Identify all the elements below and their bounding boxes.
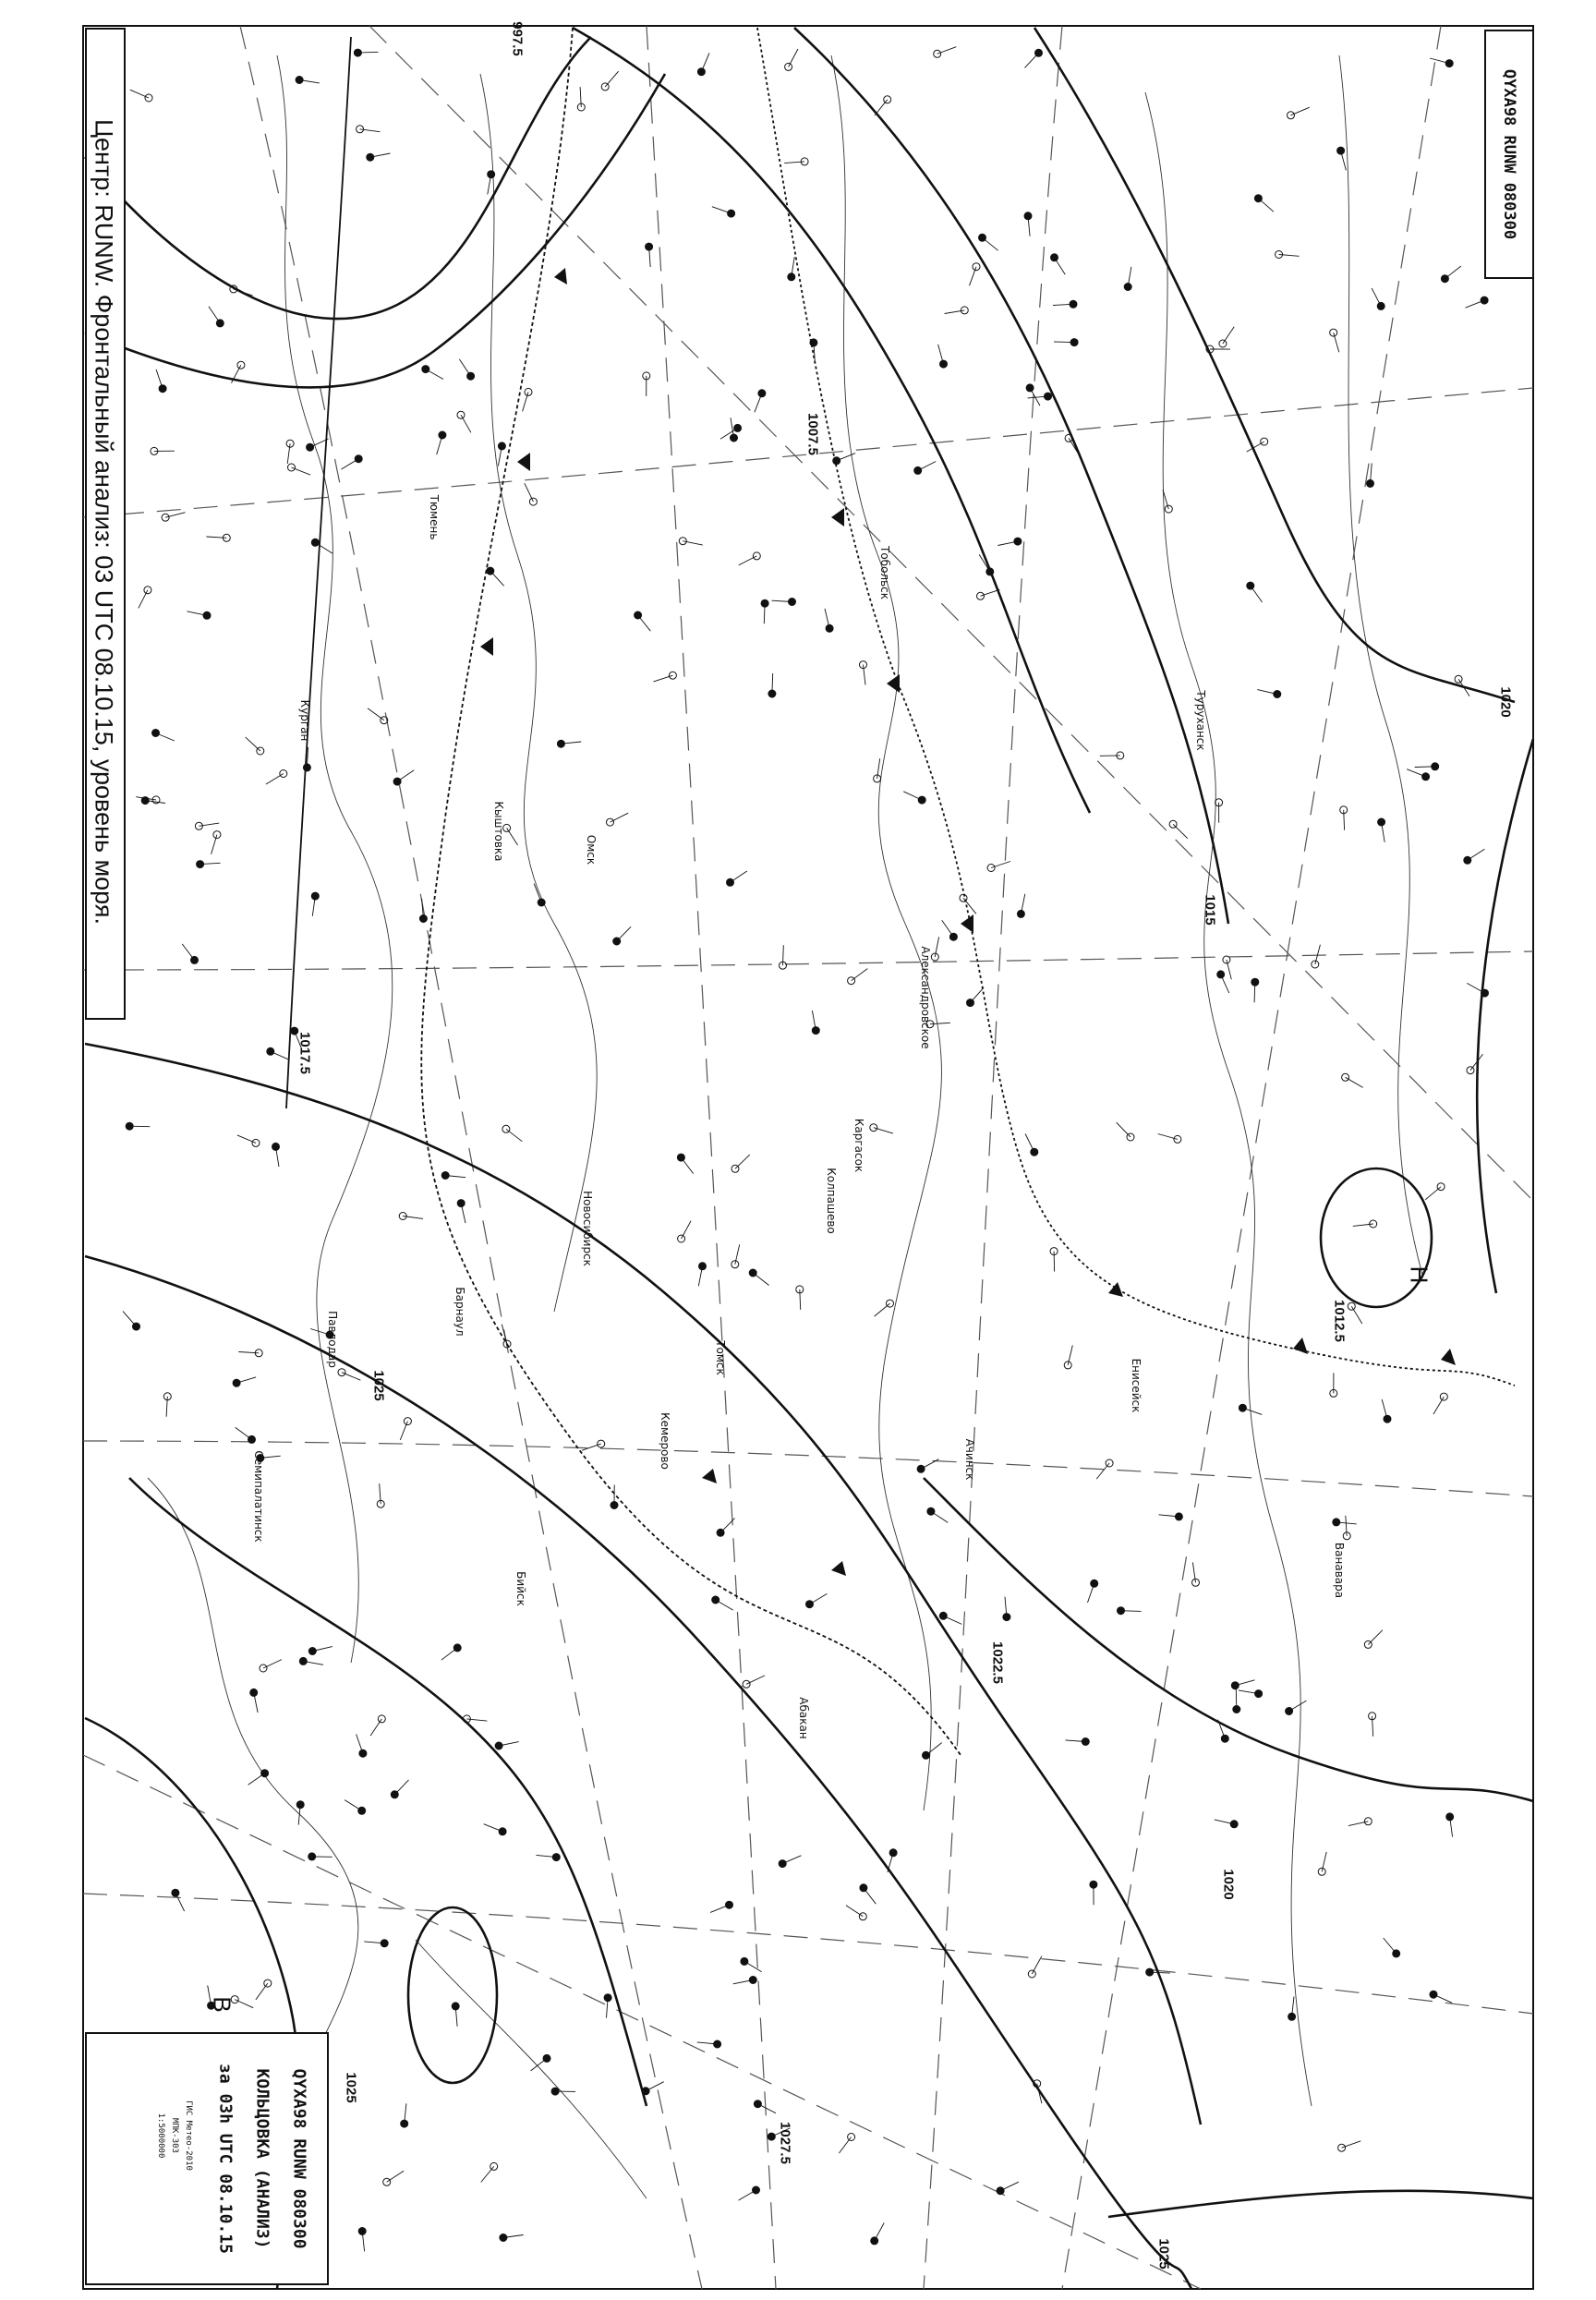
wind-barb [1289,1701,1307,1711]
wind-barb [1117,1122,1130,1137]
wind-barb [605,71,618,87]
wind-barb [638,615,651,631]
wind-barb [1372,1716,1373,1737]
wind-barb [1342,2141,1361,2148]
front-markers [480,268,1456,1576]
isobar-label: 1027.5 [777,2122,793,2164]
wind-barb [315,542,332,553]
isobar-label: 1020 [1220,1869,1237,1900]
wind-barb [441,1648,457,1660]
wind-barb [757,2104,776,2113]
wind-barb [1384,1938,1396,1954]
low-pressure-center: Н [1405,1265,1433,1284]
wind-barb [970,267,977,286]
wind-barb [1258,199,1274,212]
city-label: Омск [585,834,598,866]
wind-barb [525,483,534,502]
wind-barb [846,1906,863,1917]
legend-system: МПК-303 [170,2118,179,2153]
wind-barb [971,987,985,1003]
city-label: Колпашево [825,1168,838,1234]
station-plots [123,47,1489,2252]
wind-barb [531,2058,547,2071]
wind-barb [789,49,798,67]
map-title: Центр: RUNW. Фронтальный анализ: 03 UTC 08.10.15, уровень моря. [90,118,118,926]
wind-barb [266,774,284,785]
wind-barb [681,1157,693,1174]
wind-barb [1096,1463,1109,1479]
wind-barb [1242,1408,1262,1414]
wind-barb [123,1312,137,1327]
legend-scale: 1:5000000 [156,2112,165,2159]
wind-barb [130,90,149,98]
city-label: Барнаул [453,1287,466,1337]
wind-barb [739,556,757,565]
high-pressure-center: В [208,1996,236,2013]
wind-barb [370,1719,381,1736]
legend-software: ГИС Метео-2010 [184,2100,193,2171]
wind-barb [1247,442,1264,452]
city-label: Тюмень [428,494,441,540]
wind-barb [611,813,629,822]
wind-barb [753,1273,768,1286]
isobar-label: 1012.5 [1331,1300,1348,1342]
city-label: Туруханск [1194,690,1207,751]
wind-barb [459,359,470,376]
wind-barb [1223,327,1234,344]
wind-barb [1032,1956,1042,1974]
wind-barb [1466,300,1485,308]
map-border [83,26,1533,2289]
header-code: QYXA98 RUNW 080300 [1500,68,1518,240]
wind-barb [646,2082,664,2091]
wind-barb [1054,342,1074,343]
isobar-label: 1022.5 [989,1641,1006,1684]
wind-barb [1346,1077,1363,1087]
wind-barb [182,944,194,961]
wind-barb [507,828,518,845]
wind-barb [1000,2182,1019,2191]
wind-barb [342,1373,360,1381]
wind-barb [1251,586,1263,602]
wind-barb [874,1128,893,1133]
wind-barb [1088,1583,1094,1603]
isobar-label: 1025 [343,2072,359,2103]
wind-barb [534,884,541,902]
city-label: Новосибирск [581,1191,594,1266]
wind-barb [341,459,358,469]
wind-barb [783,945,784,965]
wind-barb [235,2000,253,2008]
wind-barb [654,675,673,682]
wind-barb [582,1444,601,1450]
wind-barb [1351,1306,1362,1324]
isobar-label: 1025 [370,1370,387,1401]
wind-barb [1344,810,1345,830]
wind-barb [710,1905,729,1912]
city-label: Ванавара [1333,1542,1346,1599]
wind-barb [875,2223,885,2241]
wind-barb [387,2171,404,2182]
wind-barb [918,462,937,471]
wind-barb [394,1780,408,1795]
city-label: Тобольск [878,545,891,600]
legend-product: КОЛЬЦОВКА (АНАЛИЗ) [252,2068,272,2249]
wind-barb [926,1743,942,1756]
wind-barb [263,1660,282,1668]
station-marker [914,466,922,474]
wind-barb [701,53,709,71]
city-label: Курган [298,699,311,742]
isobars [85,28,1533,2289]
wind-barb [490,571,504,586]
wind-barb [782,1856,801,1864]
wind-barb [1372,288,1381,307]
wind-barb [1368,1630,1383,1645]
wind-barb [238,1352,259,1353]
wind-barb [246,737,260,751]
wind-barb [357,1735,363,1754]
wind-barb [1433,1397,1444,1414]
wind-barb [1221,974,1229,993]
graticule [83,26,1533,2289]
wind-barb [368,708,384,720]
wind-barb [875,100,888,115]
wind-barb [426,369,443,380]
wind-barb [943,1616,961,1624]
wind-barb [397,770,414,781]
isobar-label: 1025 [1155,2238,1172,2270]
wind-barb [129,1126,150,1127]
isobar-label: 1007.5 [804,413,821,455]
wind-barb [156,369,163,389]
wind-barb [580,87,581,107]
city-label: Кемерово [659,1412,671,1470]
wind-barb [981,589,1000,596]
wind-barb [345,1800,362,1811]
legend-time: за 03h UTC 08.10.15 [215,2064,236,2254]
city-label: Томск [714,1340,727,1375]
wind-barb [839,2137,851,2154]
wind-barb [237,1135,256,1144]
wind-barb [864,1888,876,1904]
wind-barb [921,1459,938,1470]
isobar-label: 1020 [1497,686,1514,718]
wind-barb [461,415,471,432]
wind-barb [1236,1689,1237,1710]
wind-barb [156,733,175,742]
wind-barb [175,1893,185,1911]
wind-barb [400,1422,407,1440]
legend-box [85,2032,329,2285]
wind-barb [716,1600,733,1610]
wind-barb [484,1824,502,1832]
header-code-box [1484,30,1534,279]
wind-barb [875,1303,890,1316]
wind-barb [206,537,226,538]
wind-barb [810,1593,828,1604]
wind-barb [1291,107,1310,115]
wind-barb [931,1511,948,1522]
city-label: Семипалатинск [252,1450,265,1543]
city-label: Каргасок [852,1118,865,1173]
isobar-label: 997.5 [509,21,526,56]
wind-barb [991,862,1010,868]
wind-barb [800,1289,801,1310]
wind-barb [720,1519,734,1533]
wind-barb [1468,849,1485,860]
wind-barb [1433,1994,1452,2003]
wind-barb [506,1129,522,1141]
wind-barb [682,1221,692,1239]
wind-barb [1055,258,1066,275]
wind-barb [236,1427,252,1439]
wind-barb [209,307,220,323]
city-label: Енисейск [1130,1358,1143,1413]
wind-barb [735,1155,750,1168]
city-label: Бийск [514,1571,527,1606]
wind-barb [248,1773,265,1786]
legend-code: QYXA98 RUNW 080300 [289,2068,309,2249]
wind-barb [942,920,954,937]
wind-barb [731,871,747,882]
wind-barb [963,898,976,914]
wind-barb [937,47,957,54]
wind-barb [744,1961,762,1971]
city-label: Ачинск [963,1438,976,1481]
isobar-label: 1017.5 [296,1032,313,1074]
wind-barb [1025,1134,1034,1153]
wind-barb [1425,1187,1441,1200]
wind-barb [1173,824,1188,838]
wind-barb [1407,769,1425,777]
wind-barb [755,393,762,413]
wind-barb [983,237,998,250]
city-label: Павлодар [326,1311,339,1368]
wind-barb [1445,266,1460,279]
wind-barb [481,2166,494,2182]
city-label: Александровское [919,946,932,1049]
wind-barb [271,1051,289,1059]
city-label: Абакан [797,1697,810,1739]
fronts [286,28,1515,1755]
wind-barb [166,1397,167,1417]
wind-barb [852,969,868,981]
isobar-label: 1015 [1202,894,1218,926]
wind-barb [1054,1252,1055,1272]
wind-barb [234,289,253,296]
wind-barb [617,926,631,941]
wind-barb [139,590,148,609]
wind-barb [739,2190,756,2200]
city-label: Кыштовка [492,801,505,862]
wind-barb [712,207,732,213]
wind-barb [746,1676,765,1684]
wind-barb [903,792,922,800]
wind-barb [292,467,310,475]
wind-barb [256,1983,268,2000]
wind-barb [1025,53,1039,67]
